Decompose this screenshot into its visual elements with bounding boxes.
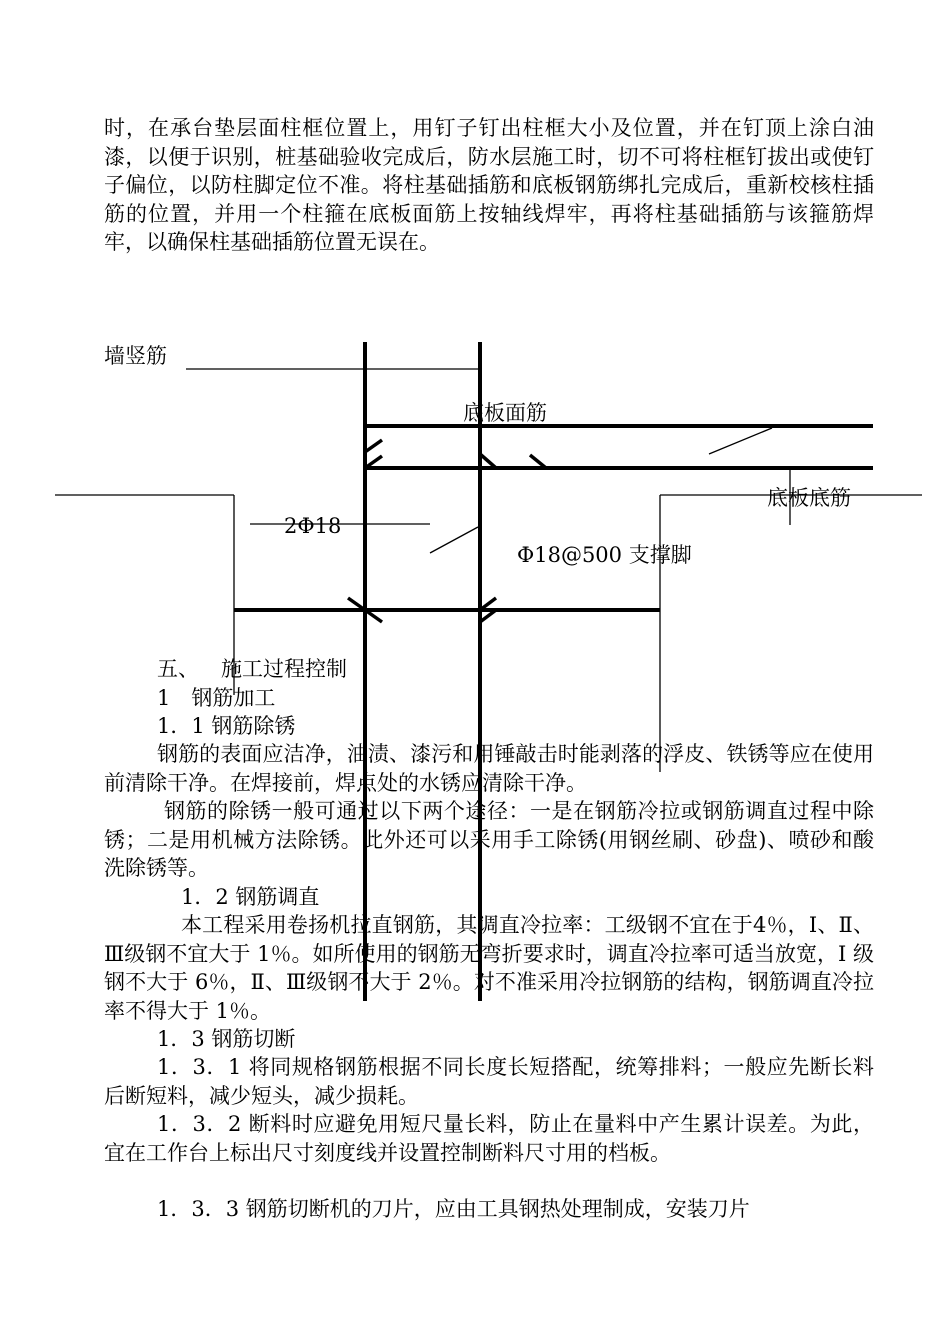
paragraph-rust-cleaning: 钢筋的表面应洁净，油渍、漆污和用锤敲击时能剥落的浮皮、铁锈等应在使用前清除干净。在焊接前，焊点处的水锈应清除干净。 [104,742,874,795]
intro-paragraph: 时，在承台垫层面柱框位置上，用钉子钉出柱框大小及位置，并在钉顶上涂白油漆，以便于识别，桩基础验收完成后，防水层施工时，切不可将柱框钉拔出或使钉子偏位，以防柱脚定位不准。将柱基础插筋和底板钢筋绑扎完成后，重新校核柱插筋的位置，并用一个柱箍在底板面筋上按轴线焊牢，再将柱基础插筋与该箍筋焊牢，以确保柱基础插筋位置无误在。 [104,116,874,254]
paragraph-cutting-1: 1．3．1 将同规格钢筋根据不同长度长短搭配，统筹排料；一般应先断长料后断短料，减少短头，减少损耗。 [104,1055,874,1108]
label-wall-vertical-bar: 墙竖筋 [104,344,167,368]
leader-support [430,527,478,553]
subheading-1-2: 1．2 钢筋调直 [181,885,320,909]
paragraph-cutting-3: 1．3．3 钢筋切断机的刀片，应由工具钢热处理制成，安装刀片 [157,1197,750,1221]
subheading-1: 1 钢筋加工 [157,686,276,710]
paragraph-rust-methods: 钢筋的除锈一般可通过以下两个途径：一是在钢筋冷拉或钢筋调直过程中除锈；二是用机械方法除锈。此外还可以采用手工除锈(用钢丝刷、砂盘)、喷砂和酸洗除锈等。 [104,799,874,880]
section-heading [157,655,347,684]
weld-mark [365,440,382,452]
leader-slab-top [709,428,772,454]
label-2phi18: 2Φ18 [284,514,342,538]
label-slab-bottom-bar: 底板底筋 [767,486,851,510]
weld-mark [480,454,496,468]
section-number: 五、 [157,657,199,681]
subheading-1-1: 1．1 钢筋除锈 [157,714,296,738]
paragraph-cutting-2: 1．3．2 断料时应避免用短尺量长料，防止在量料中产生累计误差。为此，宜在工作台上标出尺寸刻度线并设置控制断料尺寸用的档板。 [104,1112,874,1165]
label-support-leg: Φ18@500 支撑脚 [517,543,692,567]
paragraph-straightening: 本工程采用卷扬机拉直钢筋，其调直冷拉率：工级钢不宜在于4％，Ⅰ、Ⅱ、Ⅲ级钢不宜大于 1％。如所使用的钢筋无弯折要求时，调直冷拉率可适当放宽，I 级钢不大于 6％，Ⅱ、Ⅲ级钢不大于 2％。对不准采用冷拉钢筋的结构，钢筋调直冷拉率不得大于 1％。 [104,913,874,1023]
label-slab-top-bar: 底板面筋 [463,401,547,425]
subheading-1-3: 1．3 钢筋切断 [157,1027,296,1051]
section-title: 施工过程控制 [221,657,347,681]
